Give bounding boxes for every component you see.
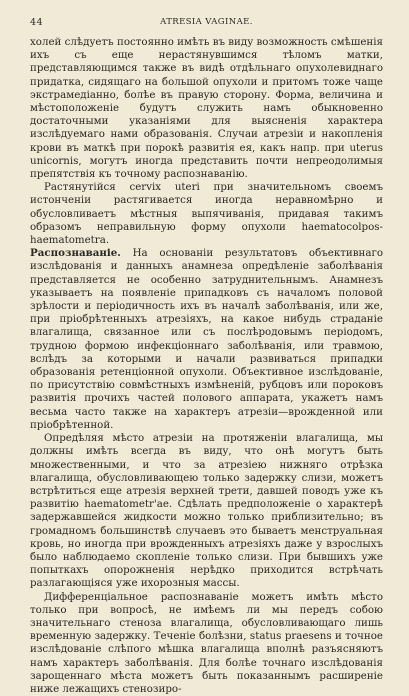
paragraph-4: [30, 432, 383, 590]
section-heading-run-in: Распознаваніе.: [30, 247, 121, 260]
paragraph-5: [30, 591, 383, 696]
paragraph-2: [30, 181, 383, 247]
page-number: 44: [30, 17, 43, 28]
paragraph-text: Опредѣляя мѣсто атрезіи на протяженіи влагалища, мы должны имѣть всегда въ виду, что онѣ могутъ быть множественными, и что за атрезіею нижняго отрѣзка влагалища, обусловливающею только задержку слизи, можетъ встрѣтиться еще атрезія верхней трети, давшей поводъ уже къ развитію haematometr'ae. Сдѣлать предположеніе о характерѣ задержавшейся жидкости можно только приблизительно; въ громадномъ большинствѣ случаевъ это бываетъ менструальная кровь, но иногда при врожденныхъ атрезіяхъ даже у взрослыхъ было наблюдаемо скопленіе только слизи. При бывшихъ уже попыткахъ опорожненія нерѣдко приходится встрѣчать разлагающіяся уже ихорозныя массы.: [30, 432, 383, 590]
paragraph-3: [30, 247, 383, 432]
running-title: ATRESIA VAGINAE.: [160, 17, 253, 27]
page-header: [30, 14, 383, 30]
paragraph-1: [30, 36, 383, 181]
paragraph-text: Дифференціальное распознаваніе можетъ имѣть мѣсто только при вопросѣ, не имѣемъ ли мы передъ собою значительнаго стеноза влагалища, обусловливающаго лишь временную задержку. Теченіе болѣзни, status praesens и точное изслѣдованіе слѣпого мѣшка влагалища вполнѣ разъясняютъ намъ характеръ заболѣванія. Для болѣе точнаго изслѣдованія зарощеннаго мѣста можетъ быть показаннымъ расширеніе ниже лежащихъ стенозиро-: [30, 590, 383, 695]
paragraph-text: холей слѣдуетъ постоянно имѣть въ виду возможность смѣшенія ихъ съ еще нерастянувшимся тѣломъ матки, представляющимся также въ видѣ отдѣльнаго опухолевиднаго придатка, сидящаго на большой опухоли и притомъ тоже чаще экстрамедіанно, болѣе въ правую сторону. Форма, величина и мѣстоположеніе будутъ служить намъ обыкновенно достаточными указаніями для выясненія характера изслѣдуемаго нами образованія. Случаи атрезіи и накопленія крови въ маткѣ при порокѣ развитія ея, какъ напр. при uterus unicornis, могутъ иногда представить почти непреодолимыя препятствія къ точному распознаванію.: [30, 36, 383, 181]
paragraph-text: На основаніи результатовъ объективнаго изслѣдованія и данныхъ анамнеза опредѣленіе заболѣванія представляется не особенно затруднительнымъ. Анамнезъ указываетъ на появленіе припадковъ съ началомъ половой зрѣлости и періодичность ихъ въ началѣ заболѣванія, или же, при пріобрѣтенныхъ атрезіяхъ, на какое нибудь страданіе влагалища, связанное или съ послѣродовымъ періодомъ, трудною формою инфекціоннаго заболѣванія, или травмою, вслѣдъ за которыми и начали развиваться припадки образованія ретенціонной опухоли. Объективное изслѣдованіе, по присутствію совмѣстныхъ измѣненій, рубцовъ или пороковъ развитія прочихъ частей полового аппарата, укажетъ намъ весьма часто также на характеръ атрезіи—врожденной или пріобрѣтенной.: [30, 247, 383, 431]
paragraph-text: Растянутійся cervix uteri при значительномъ своемъ истонченіи растягивается иногда неравномѣрно и обусловливаетъ мѣстныя выпячиванія, придавая такимъ образомъ неправильную форму опухоли haematocolpos-haematometra.: [30, 181, 383, 247]
page-body: [30, 36, 383, 696]
